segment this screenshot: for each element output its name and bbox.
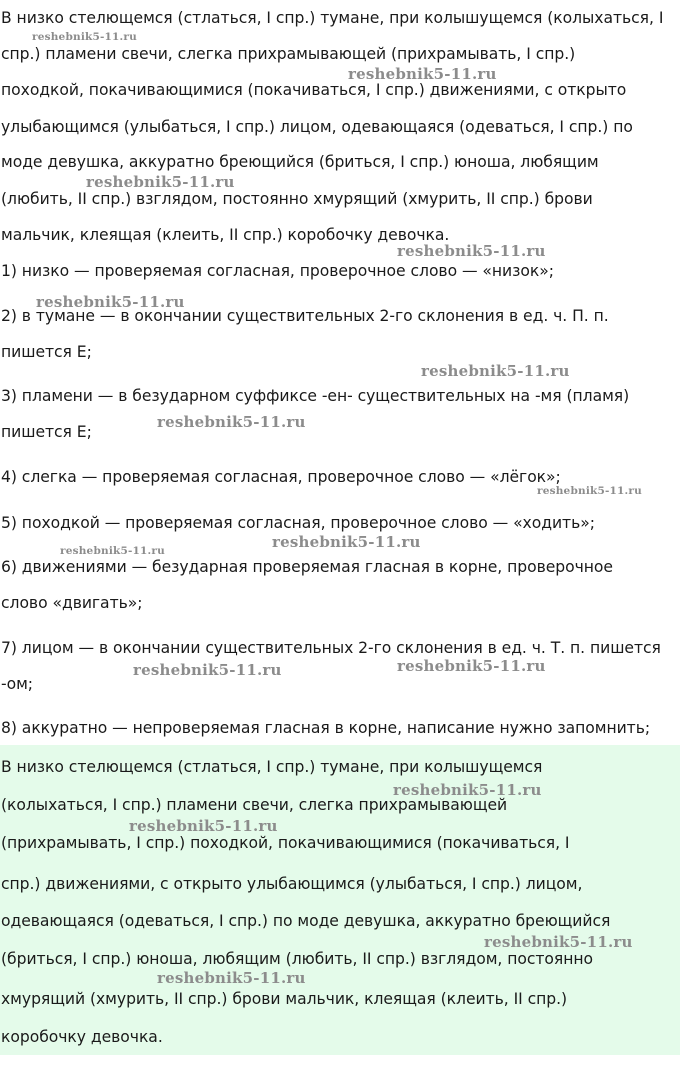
watermark: reshebnik5-11.ru: [129, 817, 278, 835]
answer-line-6: (бриться, I спр.) юноша, любящим (любить, II спр.) взглядом, постоянно: [1, 950, 594, 968]
explanation-1: 1) низко — проверяемая согласная, проверочное слово — «низок»;: [1, 262, 554, 280]
watermark: reshebnik5-11.ru: [36, 293, 185, 311]
answer-line-7: хмурящий (хмурить, II спр.) брови мальчик, клеящая (клеить, II спр.): [1, 990, 568, 1008]
watermark: reshebnik5-11.ru: [157, 413, 306, 431]
task-line-5: моде девушка, аккуратно бреющийся (бриться, I спр.) юноша, любящим: [1, 153, 599, 171]
watermark: reshebnik5-11.ru: [484, 933, 633, 951]
watermark: reshebnik5-11.ru: [272, 533, 421, 551]
explanation-7: 7) лицом — в окончании существительных 2-го склонения в ед. ч. Т. п. пишется: [1, 639, 661, 657]
explanation-8: 8) аккуратно — непроверяемая гласная в корне, написание нужно запомнить;: [1, 719, 651, 737]
explanation-3-cont: пишется Е;: [1, 423, 92, 441]
watermark: reshebnik5-11.ru: [537, 485, 642, 497]
answer-line-4: спр.) движениями, с открыто улыбающимся (улыбаться, I спр.) лицом,: [1, 875, 583, 893]
watermark: reshebnik5-11.ru: [421, 362, 570, 380]
watermark: reshebnik5-11.ru: [86, 173, 235, 191]
answer-line-1: В низко стелющемся (стлаться, I спр.) тумане, при колышущемся: [1, 758, 543, 776]
task-line-1: В низко стелющемся (стлаться, I спр.) тумане, при колышущемся (колыхаться, I: [1, 9, 664, 27]
answer-line-5: одевающаяся (одеваться, I спр.) по моде девушка, аккуратно бреющийся: [1, 912, 611, 930]
task-line-3: походкой, покачивающимися (покачиваться, I спр.) движениями, с открыто: [1, 81, 627, 99]
watermark: reshebnik5-11.ru: [397, 657, 546, 675]
watermark: reshebnik5-11.ru: [133, 661, 282, 679]
watermark: reshebnik5-11.ru: [393, 781, 542, 799]
watermark: reshebnik5-11.ru: [32, 31, 137, 43]
explanation-3: 3) пламени — в безударном суффиксе -ен- существительных на -мя (пламя): [1, 387, 630, 405]
watermark: reshebnik5-11.ru: [397, 242, 546, 260]
task-line-2: спр.) пламени свечи, слегка прихрамывающей (прихрамывать, I спр.): [1, 45, 576, 63]
explanation-5: 5) походкой — проверяемая согласная, проверочное слово — «ходить»;: [1, 514, 595, 532]
watermark: reshebnik5-11.ru: [348, 65, 497, 83]
task-line-4: улыбающимся (улыбаться, I спр.) лицом, одевающаяся (одеваться, I спр.) по: [1, 118, 633, 136]
task-line-7: мальчик, клеящая (клеить, II спр.) коробочку девочка.: [1, 226, 450, 244]
explanation-7-cont: -ом;: [1, 675, 33, 693]
answer-line-2: (колыхаться, I спр.) пламени свечи, слегка прихрамывающей: [1, 796, 508, 814]
answer-line-8: коробочку девочка.: [1, 1028, 163, 1046]
explanation-4: 4) слегка — проверяемая согласная, проверочное слово — «лёгок»;: [1, 468, 561, 486]
explanation-2: 2) в тумане — в окончании существительных 2-го склонения в ед. ч. П. п.: [1, 307, 609, 325]
explanation-2-cont: пишется Е;: [1, 343, 92, 361]
task-line-6: (любить, II спр.) взглядом, постоянно хмурящий (хмурить, II спр.) брови: [1, 190, 593, 208]
watermark: reshebnik5-11.ru: [60, 545, 165, 557]
explanation-6-cont: слово «двигать»;: [1, 594, 143, 612]
watermark: reshebnik5-11.ru: [157, 969, 306, 987]
explanation-6: 6) движениями — безударная проверяемая гласная в корне, проверочное: [1, 558, 613, 576]
answer-line-3: (прихрамывать, I спр.) походкой, покачивающимися (покачиваться, I: [1, 834, 570, 852]
